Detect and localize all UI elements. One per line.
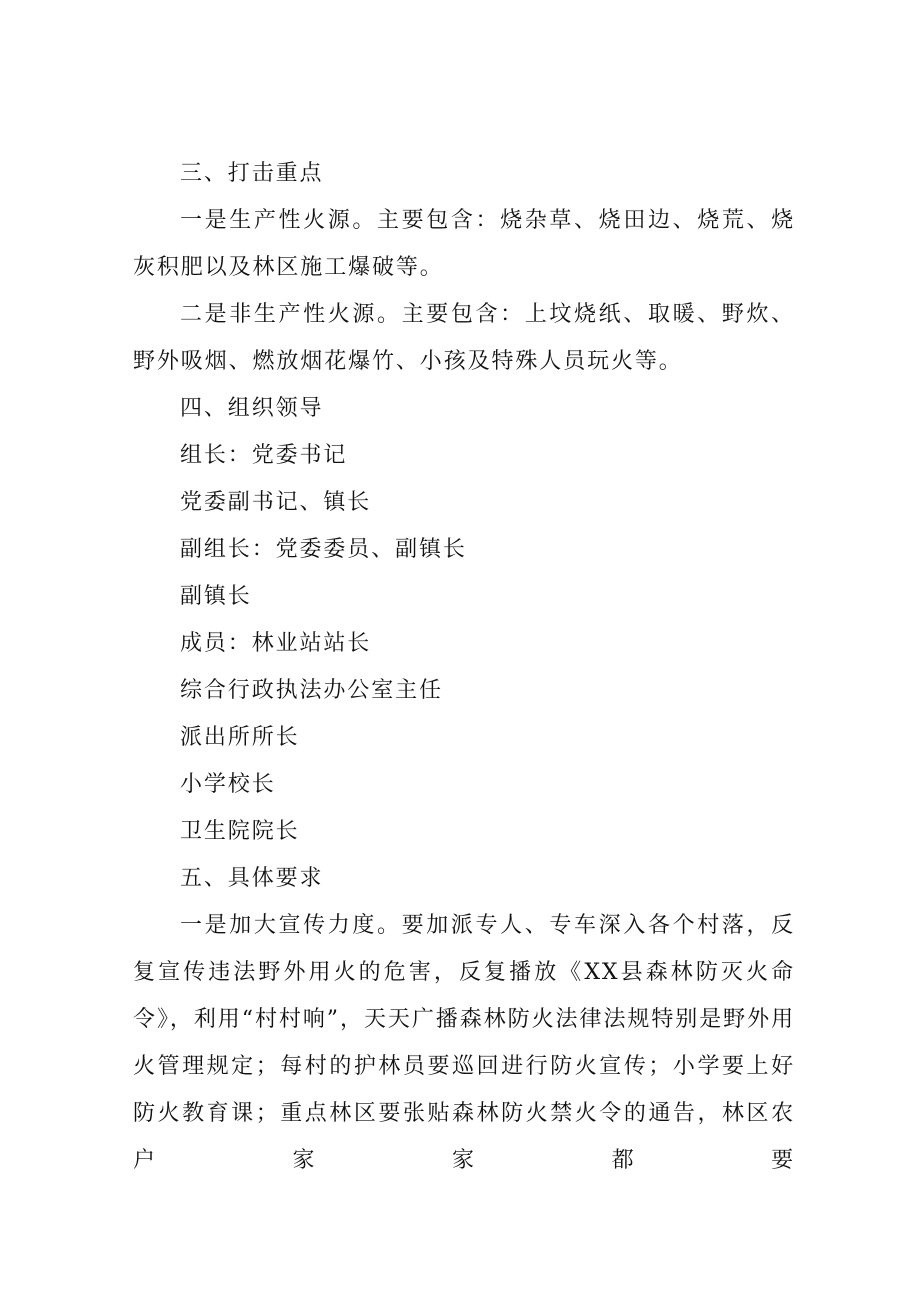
paragraph-nonproductive-fire-sources: 二是非生产性火源。主要包含：上坟烧纸、取暖、野炊、野外吸烟、燃放烟花爆竹、小孩及特殊人员玩火等。 [133,302,795,374]
line-deputy-mayor: 副镇长 [180,584,252,609]
section-heading-strike-focus: 三、打击重点 [180,161,324,186]
line-member-school: 小学校长 [180,772,276,797]
line-member-health-center: 卫生院院长 [180,819,300,844]
line-member-police-station: 派出所所长 [180,725,300,750]
section-heading-organization: 四、组织领导 [180,396,324,421]
line-team-leader: 组长：党委书记 [180,443,348,468]
section-heading-requirements: 五、具体要求 [180,866,324,891]
line-member-forestry: 成员：林业站站长 [180,631,372,656]
line-member-law-enforcement: 综合行政执法办公室主任 [180,678,443,703]
paragraph-publicity: 一是加大宣传力度。要加派专人、专车深入各个村落，反复宣传违法野外用火的危害，反复播放《XX县森林防灭火命令》，利用“村村响”，天天广播森林防火法律法规特别是野外用火管理规定；每村的护林员要巡回进行防火宣传；小学要上好防火教育课；重点林区要张贴森林防火禁火令的通告，林区农户家家都要 [133,913,795,1173]
paragraph-productive-fire-sources: 一是生产性火源。主要包含：烧杂草、烧田边、烧荒、烧灰积肥以及林区施工爆破等。 [133,208,795,280]
line-deputy-secretary: 党委副书记、镇长 [180,490,372,515]
line-deputy-leader: 副组长：党委委员、副镇长 [180,537,467,562]
document-body [133,150,795,1184]
